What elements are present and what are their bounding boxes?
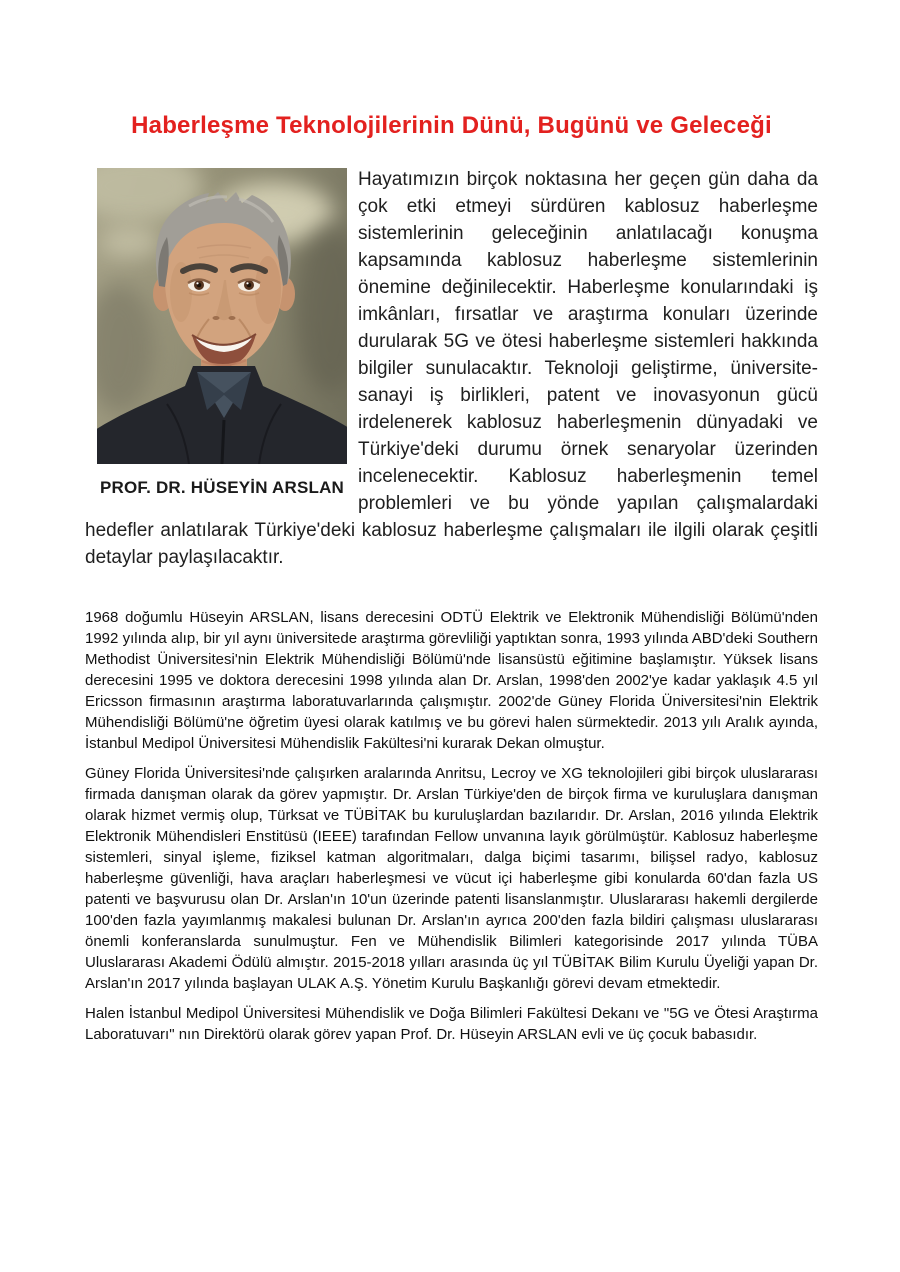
speaker-figure [97, 168, 347, 498]
bio-paragraph-2: Güney Florida Üniversitesi'nde çalışırken aralarında Anritsu, Lecroy ve XG teknolojileri gibi birçok uluslararası firmada danışman olarak da görev yapmıştır. Dr. Arslan Türkiye'den de birçok firma ve kuruluşlara danışman olarak hizmet vermiş olup, Türksat ve TÜBİTAK bu kuruluşlardan bazılarıdır. Dr. Arslan, 2016 yılında Elektrik Elektronik Mühendisleri Enstitüsü (IEEE) tarafından Fellow unvanına layık görülmüştür. Kablosuz haberleşme sistemleri, sinyal işleme, fiziksel katman algoritmaları, dalga biçimi tasarımı, bilişsel radyo, kablosuz haberleşme güvenliği, hava araçları haberleşmesi ve vücut içi haberleşme gibi konularda 60'dan fazla US patenti ve başvurusu olan Dr. Arslan'ın 10'un üzerinde patenti lisanslanmıştır. Uluslararası hakemli dergilerde 100'den fazla yayımlanmış makalesi bulunan Dr. Arslan'ın ayrıca 200'den fazla bildiri çalışması uluslararası önemli konferanslarda sunulmuştur. Fen ve Mühendislik Bilimleri kategorisinde 2017 yılında TÜBA Uluslararası Akademi Ödülü almıştır. 2015-2018 yılları arasında üç yıl TÜBİTAK Bilim Kurulu Üyeliği yapan Dr. Arslan'ın 2017 yılında başlayan ULAK A.Ş. Yönetim Kurulu Başkanlığı görevi devam etmektedir. [85, 765, 818, 992]
bio-paragraph-3: Halen İstanbul Medipol Üniversitesi Mühendislik ve Doğa Bilimleri Fakültesi Dekanı ve "5G ve Ötesi Araştırma Laboratuvarı" nın Direktörü olarak görev yapan Prof. Dr. Hüseyin ARSLAN evli ve üç çocuk babasıdır. [85, 1005, 818, 1043]
photo-caption: PROF. DR. HÜSEYİN ARSLAN [99, 478, 345, 497]
page-title: Haberleşme Teknolojilerinin Dünü, Bugünü ve Geleceği [131, 112, 772, 139]
bio-paragraph-1: 1968 doğumlu Hüseyin ARSLAN, lisans derecesini ODTÜ Elektrik ve Elektronik Mühendisliği Bölümü'nden 1992 yılında alıp, bir yıl aynı üniversitede araştırma görevliliği yaptıktan sonra, 1993 yılında ABD'deki Southern Methodist Üniversitesi'nin Elektrik Mühendisliği Bölümü'nde lisansüstü eğitimine başlamıştır. Yüksek lisans derecesini 1995 ve doktora derecesini 1998 yılında alan Dr. Arslan, 1998'den 2002'ye kadar yaklaşık 4.5 yıl Ericsson firmasının araştırma laboratuvarlarında çalışmıştır. 2002'de Güney Florida Üniversitesi'nin Elektrik Mühendisliği Bölümü'ne öğretim üyesi olarak katılmış ve bu görevi halen sürmektedir. 2013 yılı Aralık ayında, İstanbul Medipol Üniversitesi Mühendislik Fakültesi'ni kurarak Dekan olmuştur. [85, 609, 818, 752]
portrait-photo [97, 168, 347, 464]
intro-paragraph: Hayatımızın birçok noktasına her geçen gün daha da çok etki etmeyi sürdüren kablosuz haberleşme sistemlerinin geleceğinin anlatılacağı konuşma kapsamında kablosuz haberleşme sistemlerinin önemine değinilecektir. Haberleşme konularındaki iş imkânları, fırsatlar ve araştırma konuları üzerinde durularak 5G ve ötesi haberleşme sistemleri hakkında bilgiler sunulacaktır. Teknoloji geliştirme, üniversite-sanayi iş birlikleri, patent ve inovasyonun gücü irdelenerek kablosuz haberleşmenin dünyadaki ve Türkiye'deki durumu örnek senaryolar üzerinden incelenecektir. Kablosuz haberleşmenin temel problemleri ve bu yönde yapılan çalışmalardaki hedefler anlatılarak Türkiye'deki kablosuz haberleşme çalışmaları ile ilgili olarak çeşitli detaylar paylaşılacaktır. [85, 169, 818, 568]
biography-section [85, 607, 818, 1045]
portrait-illustration [97, 168, 347, 464]
